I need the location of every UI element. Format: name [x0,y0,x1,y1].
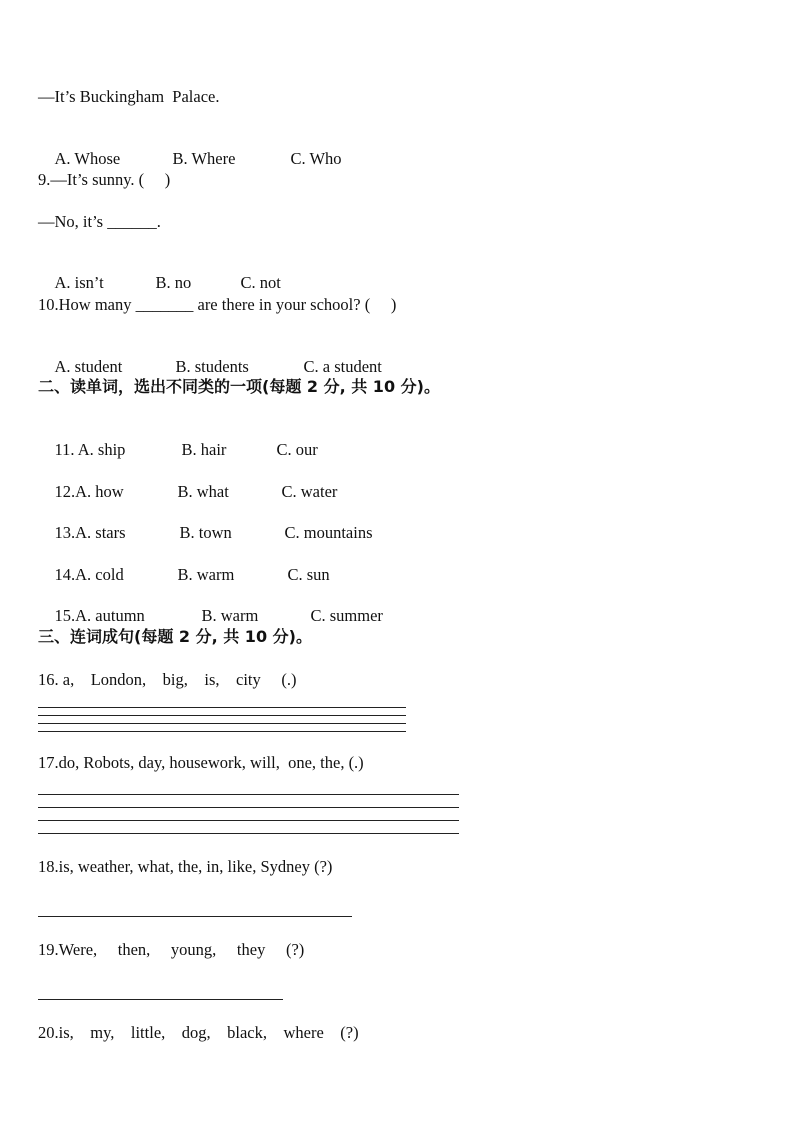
option-b: B. no [155,273,192,292]
question-10: 10.How many _______ are there in your school? ( ) [38,295,397,314]
answer-rule [38,715,406,716]
option-b: B. Where [172,149,236,168]
option-c: C. Who [290,149,342,168]
answer-rule [38,999,283,1000]
option-b: B. warm [177,565,235,584]
answer-line-8: —It’s Buckingham Palace. [38,87,220,106]
question-9: 9.—It’s sunny. ( ) [38,170,171,189]
answer-rule [38,807,459,808]
answer-rule [38,731,406,732]
option-a: A. Whose [54,149,121,168]
section-3-heading: 三、连词成句(每题 2 分, 共 10 分)。 [38,627,312,646]
option-c: C. sun [287,565,330,584]
option-c: C. mountains [284,523,373,542]
question-18: 18.is, weather, what, the, in, like, Sydney (?) [38,857,333,876]
answer-rule [38,820,459,821]
option-a: 13.A. stars [54,523,126,542]
answer-rule [38,833,459,834]
option-c: C. a student [303,357,382,376]
option-a: 15.A. autumn [54,606,145,625]
option-a: A. student [54,357,123,376]
section-2-heading: 二、读单词，选出不同类的一项(每题 2 分, 共 10 分)。 [38,377,440,396]
answer-line-9: —No, it’s ______. [38,212,161,231]
option-b: B. what [177,482,229,501]
answer-rule [38,707,406,708]
option-a: 12.A. how [54,482,124,501]
answer-rule [38,723,406,724]
option-b: B. hair [181,440,227,459]
question-19: 19.Were, then, young, they (?) [38,940,305,959]
answer-rule [38,916,352,917]
answer-rule [38,794,459,795]
option-b: B. warm [201,606,259,625]
option-c: C. our [276,440,318,459]
option-a: 14.A. cold [54,565,124,584]
option-c: C. not [240,273,281,292]
question-20: 20.is, my, little, dog, black, where (?) [38,1023,359,1042]
option-b: B. students [175,357,249,376]
option-a: A. isn’t [54,273,104,292]
question-17: 17.do, Robots, day, housework, will, one, the, (.) [38,753,364,772]
option-c: C. water [281,482,338,501]
option-a: 11. A. ship [54,440,126,459]
option-c: C. summer [310,606,383,625]
question-16: 16. a, London, big, is, city (.) [38,670,297,689]
option-b: B. town [179,523,232,542]
